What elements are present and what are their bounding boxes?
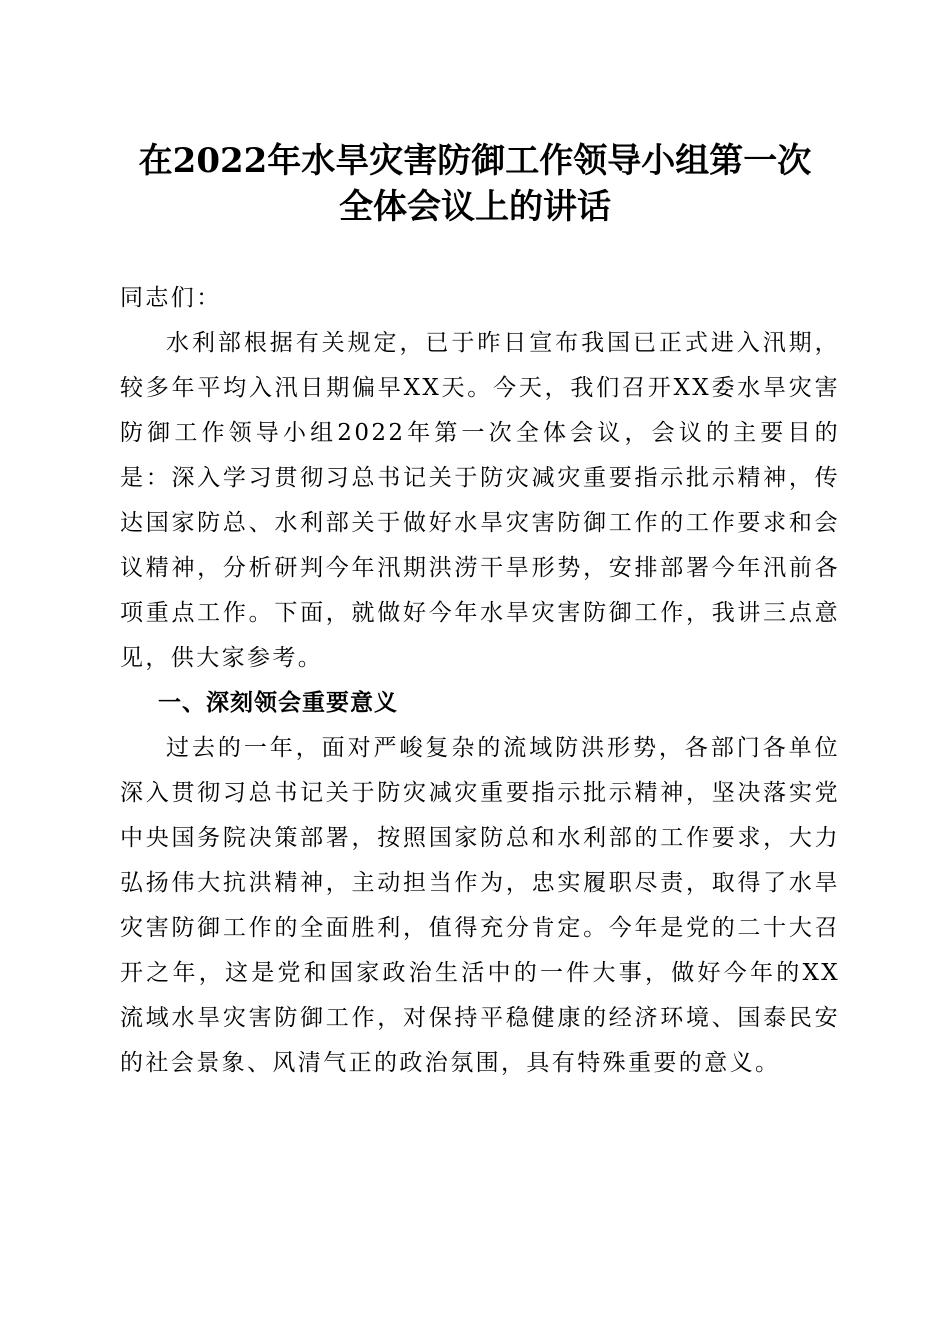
document-title-line-1: 在2022年水旱灾害防御工作领导小组第一次 bbox=[138, 141, 812, 181]
salutation: 同志们： bbox=[120, 285, 222, 311]
document-title-line-2: 全体会议上的讲话 bbox=[339, 187, 611, 227]
section-heading-1: 一、深刻领会重要意义 bbox=[158, 690, 398, 716]
paragraph-section-1: 过去的一年，面对严峻复杂的流域防洪形势，各部门各单位深入贯彻习总书记关于防灾减灾重要指示批示精神，坚决落实党中央国务院决策部署，按照国家防总和水利部的工作要求，大力弘扬伟大抗洪精神，主动担当作为，忠实履职尽责，取得了水旱灾害防御工作的全面胜利，值得充分肯定。今年是党的二十大召开之年，这是党和国家政治生活中的一件大事，做好今年的XX流域水旱灾害防御工作，对保持平稳健康的经济环境、国泰民安的社会景象、风清气正的政治氛围，具有特殊重要的意义。 bbox=[120, 735, 840, 1076]
paragraph-intro: 水利部根据有关规定，已于昨日宣布我国已正式进入汛期，较多年平均入汛日期偏早XX天。今天，我们召开XX委水旱灾害防御工作领导小组2022年第一次全体会议，会议的主要目的是：深入学习贯彻习总书记关于防灾减灾重要指示批示精神，传达国家防总、水利部关于做好水旱灾害防御工作的工作要求和会议精神，分析研判今年汛期洪涝干旱形势，安排部署今年汛前各项重点工作。下面，就做好今年水旱灾害防御工作，我讲三点意见，供大家参考。 bbox=[120, 330, 840, 671]
